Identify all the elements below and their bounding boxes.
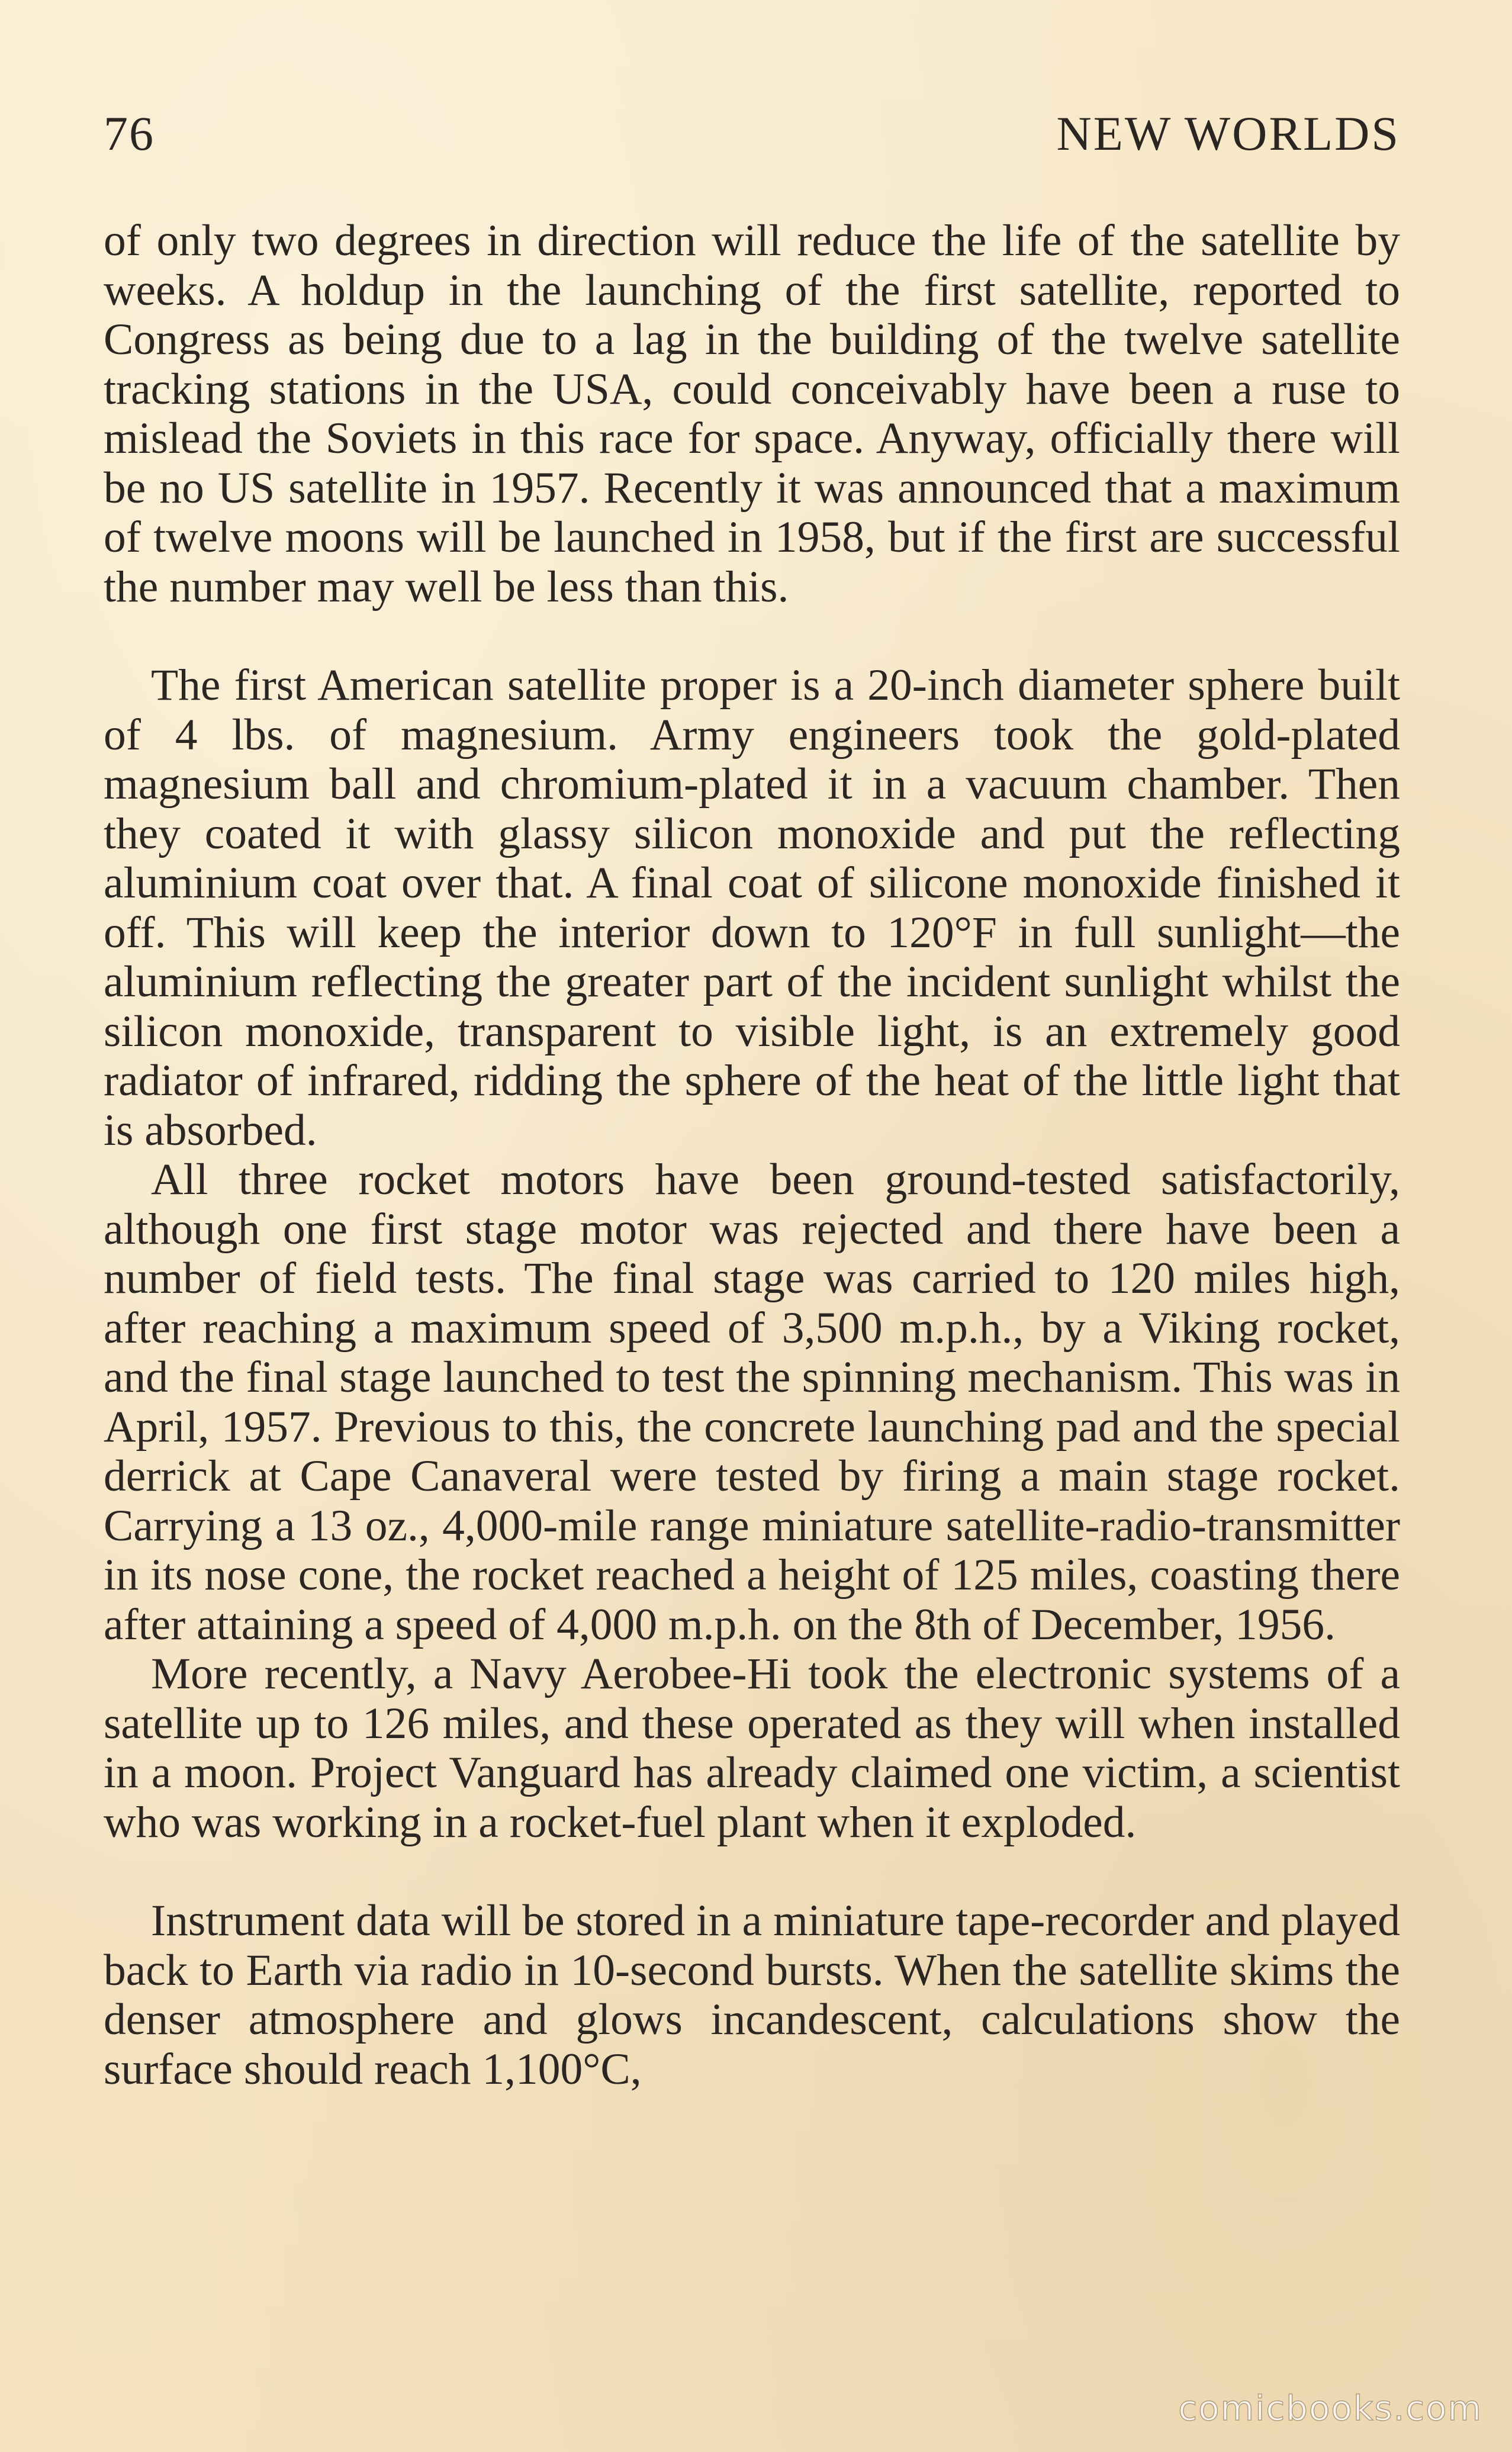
book-page: [104, 107, 1400, 2094]
body-text: [104, 216, 1400, 2094]
watermark-logo: comicbooks.com: [1178, 2388, 1482, 2428]
paragraph-instrument-data: Instrument data will be stored in a miniature tape-recorder and played back to Earth via radio in 10-second bursts. When the satellite skims the denser atmosphere and glows incandescent, calculations show the surface should reach 1,100°C,: [104, 1896, 1400, 2094]
journal-title: NEW WORLDS: [1056, 107, 1400, 160]
page-number: 76: [104, 107, 155, 160]
paragraph-aerobee: More recently, a Navy Aerobee-Hi took the electronic systems of a satellite up to 126 miles, and these operated as they will when installed in a moon. Project Vanguard has already claimed one victim, a scientist who was working in a rocket-fuel plant when it exploded.: [104, 1649, 1400, 1847]
paragraph-continued: of only two degrees in direction will reduce the life of the satellite by weeks. A holdup in the launching of the first satellite, reported to Congress as being due to a lag in the building of the twelve satellite tracking stations in the USA, could conceivably have been a ruse to mislead the Soviets in this race for space. Anyway, officially there will be no US satellite in 1957. Recently it was announced that a maximum of twelve moons will be launched in 1958, but if the first are successful the number may well be less than this.: [104, 216, 1400, 612]
paragraph-rocket-motors: All three rocket motors have been ground-tested satisfactorily, although one first stage motor was rejected and there have been a number of field tests. The final stage was carried to 120 miles high, after reaching a maximum speed of 3,500 m.p.h., by a Viking rocket, and the final stage launched to test the spinning mechanism. This was in April, 1957. Previous to this, the concrete launching pad and the special derrick at Cape Canaveral were tested by firing a main stage rocket. Carrying a 13 oz., 4,000-mile range miniature satellite-radio-transmitter in its nose cone, the rocket reached a height of 125 miles, coasting there after attaining a speed of 4,000 m.p.h. on the 8th of December, 1956.: [104, 1155, 1400, 1649]
paragraph-satellite-sphere: The first American satellite proper is a 20-inch diameter sphere built of 4 lbs. of magnesium. Army engineers took the gold-plated magnesium ball and chromium-plated it in a vacuum chamber. Then they coated it with glassy silicon monoxide and put the reflecting aluminium coat over that. A final coat of silicone monoxide finished it off. This will keep the interior down to 120°F in full sunlight—the aluminium reflecting the greater part of the incident sunlight whilst the silicon monoxide, transparent to visible light, is an extremely good radiator of infrared, ridding the sphere of the heat of the little light that is absorbed.: [104, 661, 1400, 1155]
running-head: [104, 107, 1400, 163]
